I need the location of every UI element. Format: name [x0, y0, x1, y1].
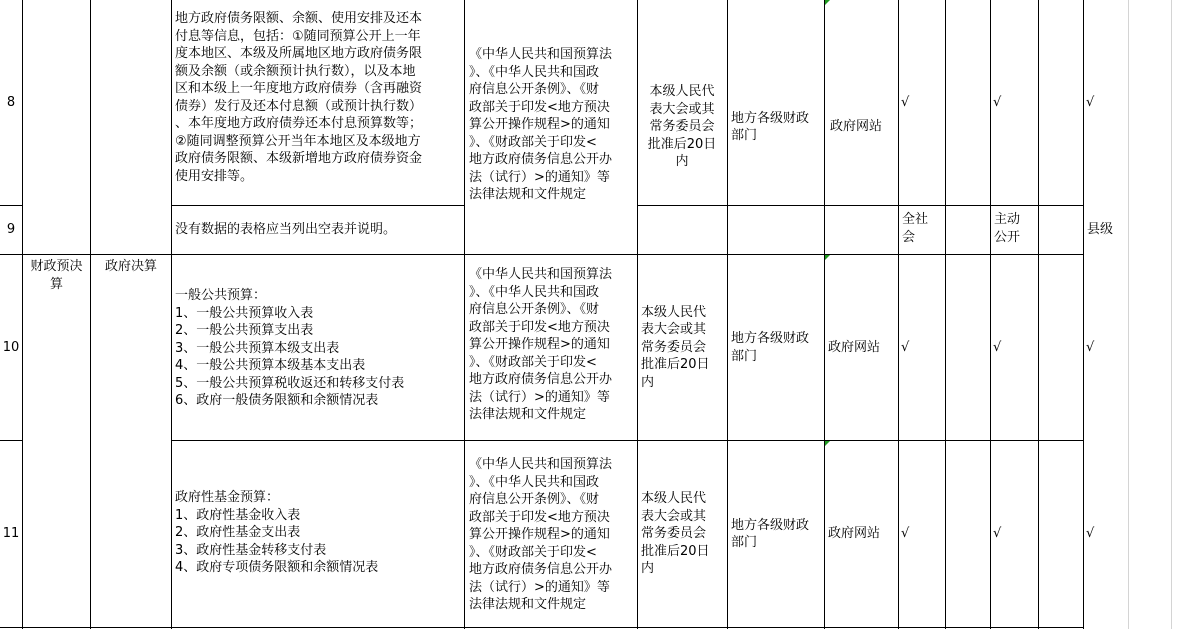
column-border	[945, 0, 946, 629]
category-cell[interactable]: 财政预决 算	[30, 259, 83, 292]
channel-cell[interactable]: 政府网站	[828, 526, 881, 542]
content-cell[interactable]: 政府性基金预算： 1、政府性基金收入表 2、政府性基金支出表 3、政府性基金转移支付表 4、政府专项债务限额和余额情况表	[175, 490, 379, 575]
subject-cell[interactable]: 地方各级财政 部门	[731, 517, 810, 550]
column-border	[1038, 0, 1039, 629]
basis-cell[interactable]: 《中华人民共和国预算法 》、《中华人民共和国政 府信息公开条例》、《财 政部关于印发<地方预决 算公开操作规程>的通知 》、《财政部关于印发< 地方政府债务信息公开办 法（试行）>的通知》等 法律法规和文件规定	[469, 47, 613, 202]
check-cell[interactable]: √	[1086, 94, 1095, 110]
time-cell[interactable]: 本级人民代 表大会或其 常务委员会 批准后20日 内	[641, 304, 710, 390]
basis-cell[interactable]: 《中华人民共和国预算法 》、《中华人民共和国政 府信息公开条例》、《财 政部关于印发<地方预决 算公开操作规程>的通知 》、《财政部关于印发< 地方政府债务信息公开办 法（试行）>的通知》等 法律法规和文件规定	[469, 267, 613, 422]
channel-cell[interactable]: 政府网站	[830, 119, 883, 135]
check-cell[interactable]: √	[901, 339, 910, 355]
check-cell[interactable]: √	[993, 339, 1002, 355]
check-cell[interactable]: √	[1086, 339, 1095, 355]
row-number[interactable]: 11	[2, 526, 20, 542]
object-cell[interactable]: 全社 会	[902, 212, 929, 245]
row-number[interactable]: 9	[6, 222, 16, 238]
subject-cell[interactable]: 地方各级财政 部门	[731, 110, 810, 143]
subcategory-cell[interactable]: 政府决算	[104, 259, 157, 274]
gridline	[1171, 0, 1172, 629]
column-border	[90, 0, 91, 629]
channel-cell[interactable]: 政府网站	[828, 339, 881, 355]
check-cell[interactable]: √	[1086, 526, 1095, 542]
row-number[interactable]: 10	[2, 339, 20, 355]
gridline	[1128, 0, 1129, 629]
check-cell[interactable]: √	[901, 94, 910, 110]
row-border	[0, 627, 1083, 628]
time-cell[interactable]: 本级人民代 表大会或其 常务委员会 批准后20日 内	[647, 84, 717, 170]
time-cell[interactable]: 本级人民代 表大会或其 常务委员会 批准后20日 内	[641, 491, 710, 577]
mode-cell[interactable]: 主动 公开	[994, 212, 1021, 245]
check-cell[interactable]: √	[993, 94, 1002, 110]
level-cell[interactable]: 县级	[1087, 222, 1114, 238]
check-cell[interactable]: √	[901, 526, 910, 542]
content-cell[interactable]: 一般公共预算： 1、一般公共预算收入表 2、一般公共预算支出表 3、一般公共预算本级支出表 4、一般公共预算本级基本支出表 5、一般公共预算税收返还和转移支付表 6、政府一般债务限额和余额情况表	[175, 288, 405, 408]
content-cell[interactable]: 没有数据的表格应当列出空表并说明。	[175, 222, 397, 238]
column-border	[22, 0, 23, 629]
row-number[interactable]: 8	[6, 94, 16, 110]
row-border	[171, 440, 1083, 441]
content-cell[interactable]: 地方政府债务限额、余额、使用安排及还本 付息等信息，包括：①随同预算公开上一年 度本地区、本级及所属地区地方政府债务限 额及余额（或余额预计执行数），以及本地 区和本级上一年度地方政府债券（含再融资 债券）发行及还本付息额（或预计执行数） 、本年度地方政府债券还本付息预算数等； ②随同调整预算公开当年本地区及本级地方 政府债务限额、本级新增地方政府债券资金 使用安排等。	[175, 11, 423, 184]
basis-cell[interactable]: 《中华人民共和国预算法 》、《中华人民共和国政 府信息公开条例》、《财 政部关于印发<地方预决 算公开操作规程>的通知 》、《财政部关于印发< 地方政府债务信息公开办 法（试行）>的通知》等 法律法规和文件规定	[469, 457, 613, 612]
subject-cell[interactable]: 地方各级财政 部门	[731, 331, 810, 364]
check-cell[interactable]: √	[993, 526, 1002, 542]
